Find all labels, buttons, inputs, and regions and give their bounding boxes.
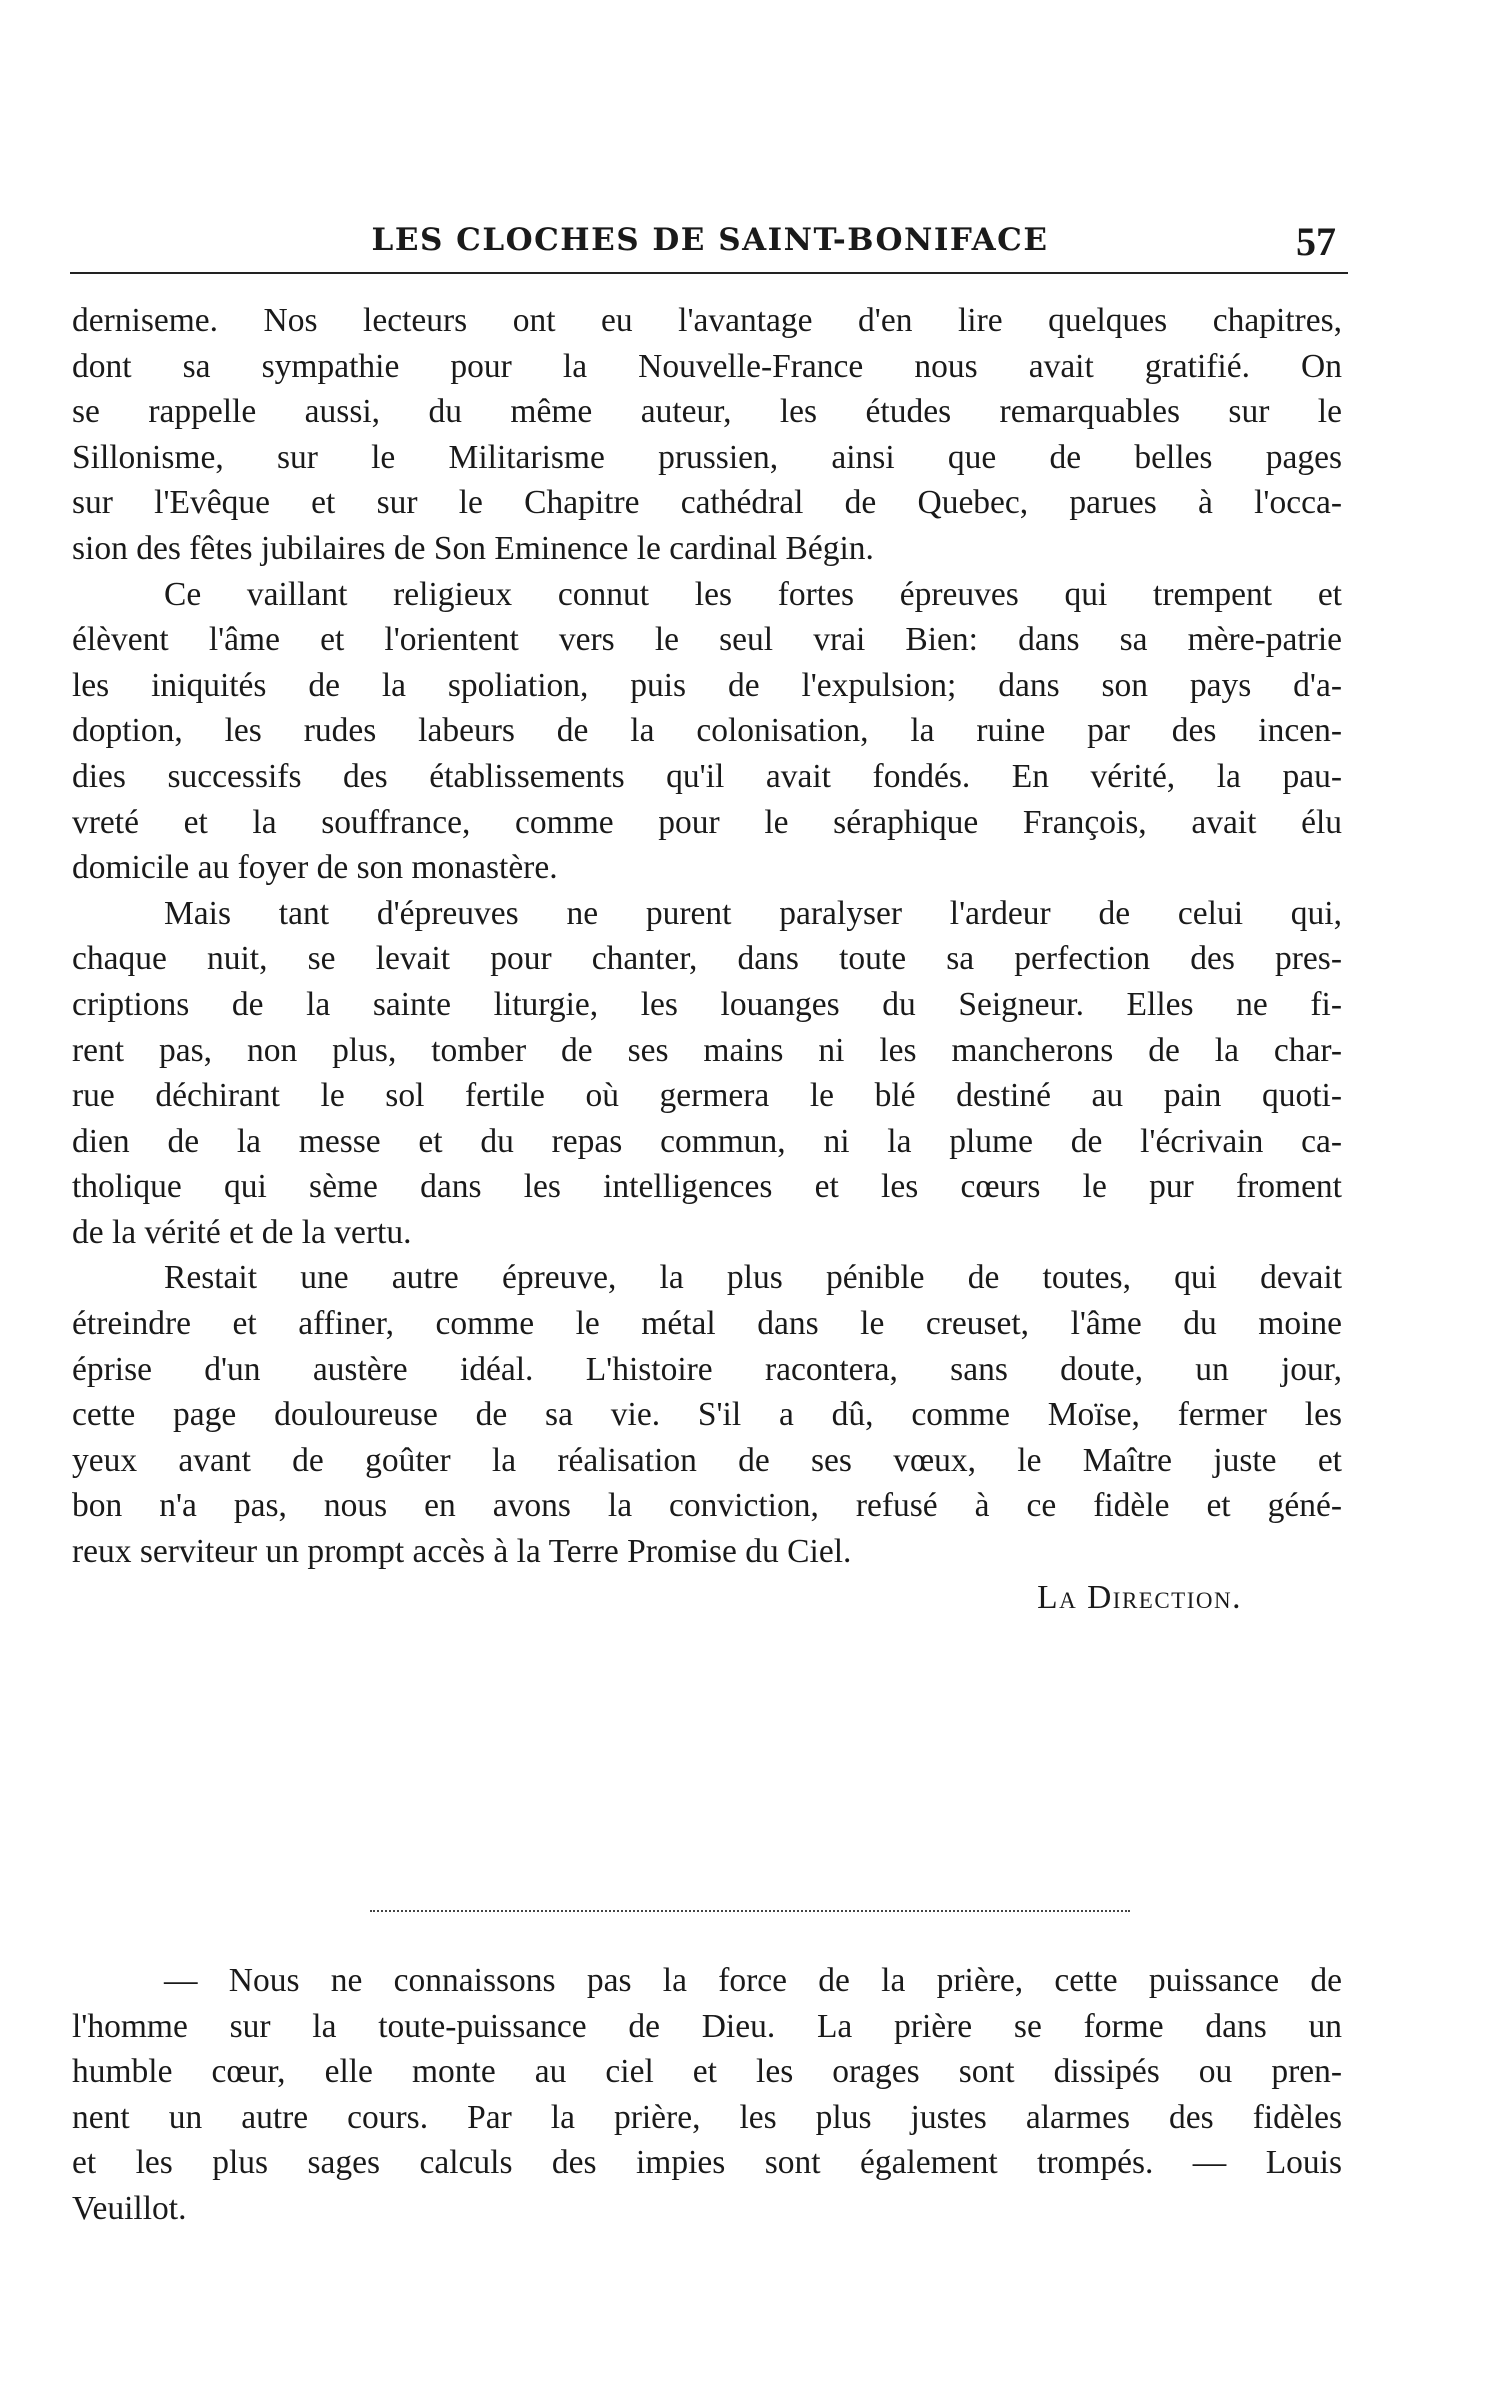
quote-line: l'homme sur la toute-puissance de Dieu. La prière se forme dans un	[72, 2007, 1342, 2045]
text-line: bon n'a pas, nous en avons la conviction, refusé à ce fidèle et géné-	[72, 1487, 1342, 1525]
section-divider	[370, 1910, 1130, 1912]
text-line: cette page douloureuse de sa vie. S'il a dû, comme Moïse, fermer les	[72, 1396, 1342, 1434]
quote-line: humble cœur, elle monte au ciel et les orages sont dissipés ou pren-	[72, 2053, 1342, 2091]
text-line: criptions de la sainte liturgie, les louanges du Seigneur. Elles ne fi-	[72, 985, 1342, 1023]
text-line: Ce vaillant religieux connut les fortes épreuves qui trempent et	[164, 575, 1342, 613]
header-rule	[70, 272, 1348, 274]
text-line: rue déchirant le sol fertile où germera le blé destiné au pain quoti-	[72, 1077, 1342, 1115]
text-line: rent pas, non plus, tomber de ses mains ni les mancherons de la char-	[72, 1031, 1342, 1069]
text-line: derniseme. Nos lecteurs ont eu l'avantage d'en lire quelques chapitres,	[72, 302, 1342, 339]
text-line: sion des fêtes jubilaires de Son Eminence le cardinal Bégin.	[72, 529, 874, 567]
text-line: les iniquités de la spoliation, puis de l'expulsion; dans son pays d'a-	[72, 666, 1342, 704]
text-line: domicile au foyer de son monastère.	[72, 849, 558, 887]
quote-line: et les plus sages calculs des impies sont également trompés. — Louis	[72, 2144, 1342, 2182]
signature: La Direction.	[1037, 1578, 1242, 1616]
text-line: Mais tant d'épreuves ne purent paralyser l'ardeur de celui qui,	[164, 894, 1342, 932]
quote-line: — Nous ne connaissons pas la force de la prière, cette puissance de	[164, 1962, 1342, 1999]
quote-line: Veuillot.	[72, 2189, 187, 2227]
text-line: se rappelle aussi, du même auteur, les études remarquables sur le	[72, 393, 1342, 431]
text-line: Sillonisme, sur le Militarisme prussien, ainsi que de belles pages	[72, 438, 1342, 476]
article-paragraph	[72, 1255, 1342, 1574]
text-line: éprise d'un austère idéal. L'histoire racontera, sans doute, un jour,	[72, 1350, 1342, 1388]
article-paragraph	[72, 572, 1342, 891]
text-line: élèvent l'âme et l'orientent vers le seul vrai Bien: dans sa mère-patrie	[72, 621, 1342, 659]
text-line: Restait une autre épreuve, la plus pénible de toutes, qui devait	[164, 1259, 1342, 1297]
quote-line: nent un autre cours. Par la prière, les plus justes alarmes des fidèles	[72, 2098, 1342, 2136]
text-line: étreindre et affiner, comme le métal dans le creuset, l'âme du moine	[72, 1305, 1342, 1343]
text-line: reux serviteur un prompt accès à la Terre Promise du Ciel.	[72, 1533, 852, 1571]
text-line: yeux avant de goûter la réalisation de ses vœux, le Maître juste et	[72, 1441, 1342, 1479]
quote-block	[72, 1958, 1342, 2232]
text-line: doption, les rudes labeurs de la colonisation, la ruine par des incen-	[72, 712, 1342, 750]
text-line: sur l'Evêque et sur le Chapitre cathédral de Quebec, parues à l'occa-	[72, 484, 1342, 522]
text-line: de la vérité et de la vertu.	[72, 1213, 412, 1251]
article-paragraph	[72, 298, 1342, 572]
text-line: dien de la messe et du repas commun, ni la plume de l'écrivain ca-	[72, 1122, 1342, 1160]
article-paragraph	[72, 891, 1342, 1256]
text-line: dies successifs des établissements qu'il avait fondés. En vérité, la pau-	[72, 757, 1342, 795]
running-title: LES CLOCHES DE SAINT-BONIFACE	[371, 222, 1049, 258]
text-line: dont sa sympathie pour la Nouvelle-France nous avait gratifié. On	[72, 347, 1342, 385]
page-header	[70, 219, 1350, 264]
article-body	[72, 298, 1342, 1620]
text-line: vreté et la souffrance, comme pour le séraphique François, avait élu	[72, 803, 1342, 841]
page-number: 57	[1296, 219, 1336, 264]
text-line: tholique qui sème dans les intelligences et les cœurs le pur froment	[72, 1168, 1342, 1206]
text-line: chaque nuit, se levait pour chanter, dans toute sa perfection des pres-	[72, 940, 1342, 978]
